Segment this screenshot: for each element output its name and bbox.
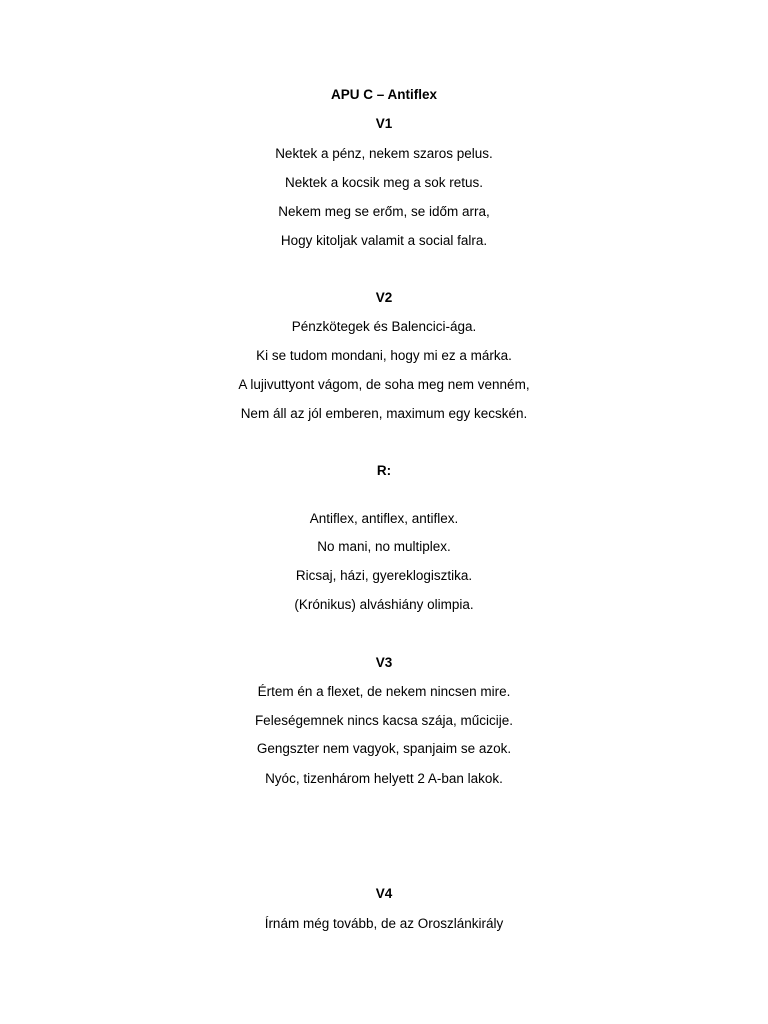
lyric-line: Ricsaj, házi, gyereklogisztika. — [295, 568, 473, 583]
lyric-line: Nyóc, tizenhárom helyett 2 A-ban lakok. — [265, 771, 503, 786]
section-label-v3: V3 — [375, 655, 393, 670]
lyric-line: Feleségemnek nincs kacsa szája, műcicije. — [254, 713, 514, 728]
section-label-v1: V1 — [375, 116, 393, 131]
lyric-line: A lujivuttyont vágom, de soha meg nem venném, — [238, 377, 530, 392]
lyric-line: Nektek a pénz, nekem szaros pelus. — [275, 146, 493, 161]
section-label-v4: V4 — [375, 886, 393, 901]
lyric-line: Nem áll az jól emberen, maximum egy kecskén. — [240, 406, 528, 421]
lyric-line: Pénzkötegek és Balencici-ága. — [291, 319, 477, 334]
lyric-line: Gengszter nem vagyok, spanjaim se azok. — [256, 741, 512, 756]
lyric-line: Hogy kitoljak valamit a social falra. — [280, 233, 488, 248]
lyric-line: Nektek a kocsik meg a sok retus. — [284, 175, 484, 190]
lyric-line: Ki se tudom mondani, hogy mi ez a márka. — [256, 348, 512, 363]
lyric-line: Antiflex, antiflex, antiflex. — [309, 511, 459, 526]
lyric-line: (Krónikus) alváshiány olimpia. — [294, 597, 474, 612]
lyric-line: Értem én a flexet, de nekem nincsen mire. — [257, 684, 511, 699]
document-title: APU C – Antiflex — [330, 87, 438, 102]
lyric-line: Nekem meg se erőm, se időm arra, — [278, 204, 490, 219]
section-label-v2: V2 — [375, 290, 393, 305]
lyric-line: No mani, no multiplex. — [317, 539, 451, 554]
section-label-refrain: R: — [376, 463, 392, 478]
lyric-line: Írnám még tovább, de az Oroszlánkirály — [264, 916, 504, 931]
